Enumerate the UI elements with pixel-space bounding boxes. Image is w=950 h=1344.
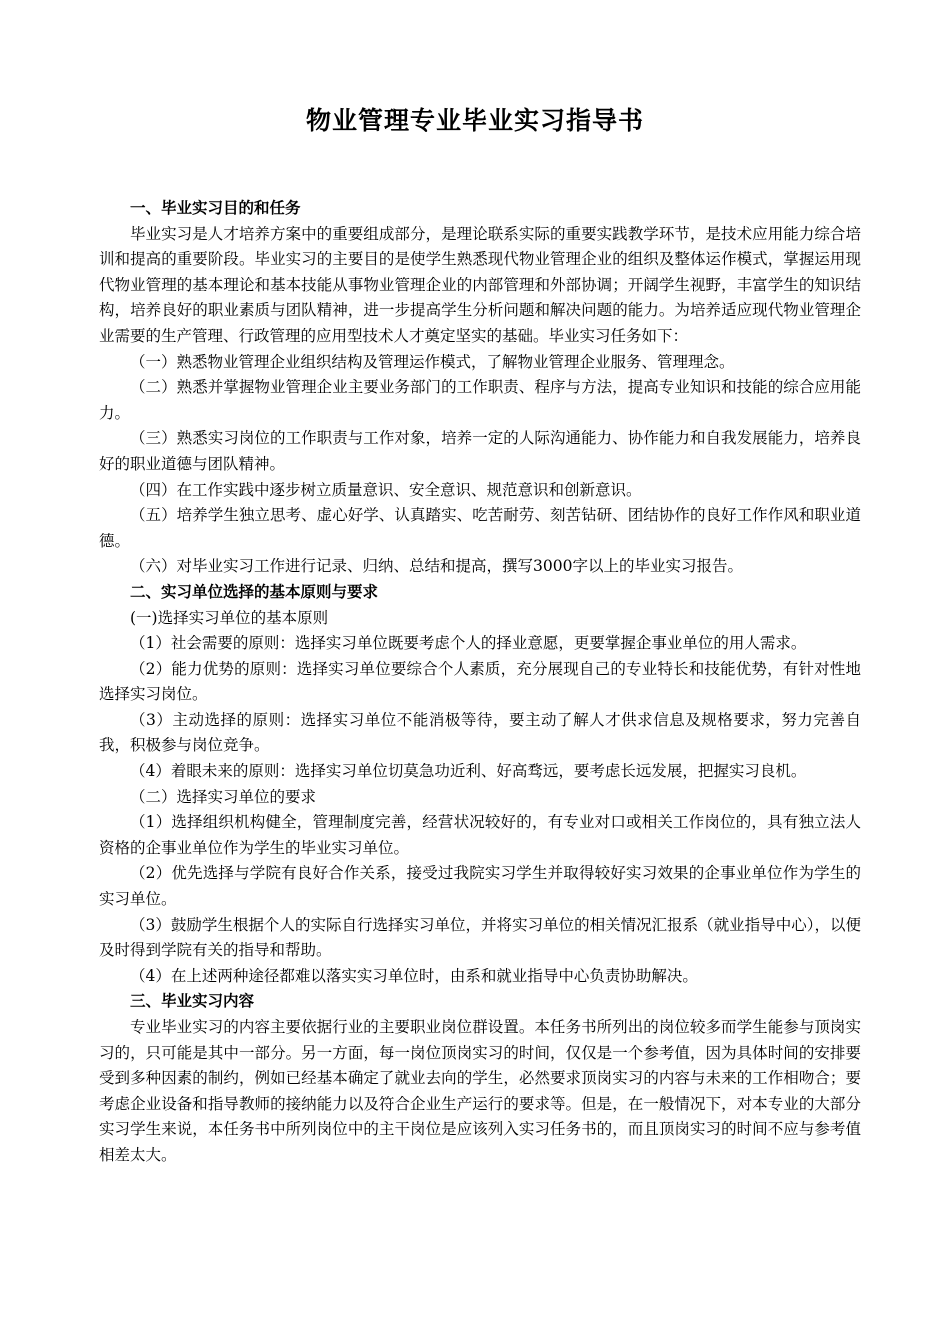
task-item-6: （六）对毕业实习工作进行记录、归纳、总结和提高，撰写3000字以上的毕业实习报告。 bbox=[130, 557, 743, 576]
principle-item-1: （1）社会需要的原则：选择实习单位既要考虑个人的择业意愿，更要掌握企事业单位的用人需求。 bbox=[130, 634, 807, 653]
section-heading-1: 一、毕业实习目的和任务 bbox=[130, 199, 301, 217]
page-title: 物业管理专业毕业实习指导书 bbox=[305, 106, 644, 135]
requirement-item-4: （4）在上述两种途径都难以落实实习单位时，由系和就业指导中心负责协助解决。 bbox=[130, 966, 698, 985]
requirement-item-1: （1）选择组织机构健全，管理制度完善，经营状况较好的，有专业对口或相关工作岗位的，具有独立法人资格的企事业单位作为学生的毕业实习单位。 bbox=[99, 813, 861, 857]
principle-item-2: （2）能力优势的原则：选择实习单位要综合个人素质，充分展现自己的专业特长和技能优势，有针对性地选择实习岗位。 bbox=[99, 659, 861, 704]
requirement-item-3: （3）鼓励学生根据个人的实际自行选择实习单位，并将实习单位的相关情况汇报系（就业指导中心），以便及时得到学院有关的指导和帮助。 bbox=[99, 915, 861, 960]
section-heading-2: 二、实习单位选择的基本原则与要求 bbox=[130, 582, 379, 601]
task-item-5: （五）培养学生独立思考、虚心好学、认真踏实、吃苦耐劳、刻苦钻研、团结协作的良好工作作风和职业道德。 bbox=[99, 506, 861, 550]
section-3-body: 专业毕业实习的内容主要依据行业的主要职业岗位群设置。本任务书所列出的岗位较多而学生能参与顶岗实习的，只可能是其中一部分。另一方面，每一岗位顶岗实习的时间，仅仅是一个参考值，因为具体时间的安排要受到多种因素的制约，例如已经基本确定了就业去向的学生，必然要求顶岗实习的内容与未来的工作相吻合；要考虑企业设备和指导教师的接纳能力以及符合企业生产运行的要求等。但是，在一般情况下，对本专业的大部分实习学生来说，本任务书中所列岗位中的主干岗位是应该列入实习任务书的，而且顶岗实习的时间不应与参考值相差太大。 bbox=[99, 1018, 861, 1164]
section-1-intro: 毕业实习是人才培养方案中的重要组成部分，是理论联系实际的重要实践教学环节，是技术应用能力综合培训和提高的重要阶段。毕业实习的主要目的是使学生熟悉现代物业管理企业的组织及整体运作模式，掌握运用现代物业管理的基本理论和基本技能从事物业管理企业的内部管理和外部协调；开阔学生视野，丰富学生的知识结构，培养良好的职业素质与团队精神，进一步提高学生分析问题和解决问题的能力。为培养适应现代物业管理企业需要的生产管理、行政管理的应用型技术人才奠定坚实的基础。毕业实习任务如下： bbox=[99, 224, 861, 345]
task-item-3: （三）熟悉实习岗位的工作职责与工作对象，培养一定的人际沟通能力、协作能力和自我发展能力，培养良好的职业道德与团队精神。 bbox=[99, 429, 861, 473]
task-item-2: （二）熟悉并掌握物业管理企业主要业务部门的工作职责、程序与方法，提高专业知识和技能的综合应用能力。 bbox=[99, 378, 861, 422]
requirement-item-2: （2）优先选择与学院有良好合作关系，接受过我院实习学生并取得较好实习效果的企事业单位作为学生的实习单位。 bbox=[99, 864, 861, 909]
principle-item-4: （4）着眼未来的原则：选择实习单位切莫急功近利、好高骛远，要考虑长远发展，把握实习良机。 bbox=[130, 762, 807, 781]
task-item-4: （四）在工作实践中逐步树立质量意识、安全意识、规范意识和创新意识。 bbox=[130, 480, 642, 499]
subsection-heading-2-2: （二）选择实习单位的要求 bbox=[130, 787, 317, 806]
section-heading-3: 三、毕业实习内容 bbox=[130, 992, 255, 1011]
subsection-heading-2-1: (一)选择实习单位的基本原则 bbox=[130, 608, 329, 627]
principle-item-3: （3）主动选择的原则：选择实习单位不能消极等待，要主动了解人才供求信息及规格要求，努力完善自我，积极参与岗位竞争。 bbox=[99, 710, 861, 755]
task-item-1: （一）熟悉物业管理企业组织结构及管理运作模式，了解物业管理企业服务、管理理念。 bbox=[130, 352, 735, 371]
document-body bbox=[99, 196, 861, 1169]
